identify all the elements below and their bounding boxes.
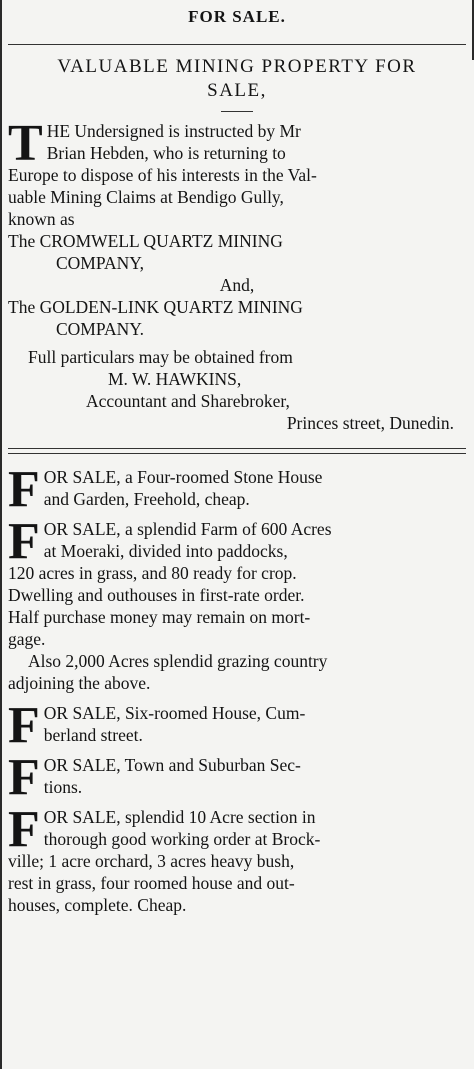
ad-stone-house (8, 461, 466, 518)
company-2 (8, 296, 466, 340)
agent-address: Princes street, Dunedin. (286, 413, 454, 433)
classified-ads (8, 461, 466, 916)
particulars (8, 346, 466, 434)
ad-dropcap: F (8, 749, 40, 806)
mining-property-notice (8, 55, 466, 434)
company-1-line-1: The CROMWELL QUARTZ MINING (8, 231, 283, 251)
ad-line: berland street. (43, 725, 143, 745)
ad-line: Half purchase money may remain on mort- (8, 607, 311, 627)
and-line: And, (219, 275, 255, 295)
ad-line: thorough good working order at Brock- (43, 829, 321, 849)
ad-line: at Moeraki, divided into paddocks, (43, 541, 288, 561)
agent-name: M. W. HAWKINS, (108, 369, 242, 389)
notice-body-line-1: HE Undersigned is instructed by Mr (46, 121, 301, 141)
section-divider (8, 448, 466, 454)
company-2-line-2: COMPANY. (56, 319, 145, 339)
company-1-line-2: COMPANY, (56, 253, 145, 273)
notice-title-line-2: SALE, (207, 80, 267, 101)
heading-rule (8, 44, 466, 45)
notice-body-line-3: Europe to dispose of his interests in the Val- (8, 165, 317, 185)
notice-title-line-1: VALUABLE MINING PROPERTY FOR (57, 56, 417, 77)
ad-line: and Garden, Freehold, cheap. (43, 489, 250, 509)
ad-line: OR SALE, a splendid Farm of 600 Acres (43, 519, 332, 539)
ad-line: OR SALE, splendid 10 Acre section in (43, 807, 316, 827)
ad-line: rest in grass, four roomed house and out- (8, 873, 295, 893)
column-border-left (0, 0, 2, 1069)
ad-dropcap: F (8, 461, 40, 518)
ad-line: 120 acres in grass, and 80 ready for crop. (8, 563, 297, 583)
ad-line: gage. (8, 629, 46, 649)
particulars-line: Full particulars may be obtained from (28, 347, 293, 367)
ad-line: OR SALE, a Four-roomed Stone House (43, 467, 323, 487)
notice-title (8, 55, 466, 103)
ad-dropcap: F (8, 697, 40, 754)
ad-town-sections (8, 749, 466, 806)
notice-body-line-4: uable Mining Claims at Bendigo Gully, (8, 187, 284, 207)
ad-line: adjoining the above. (8, 673, 151, 693)
title-divider (221, 111, 253, 112)
company-1 (8, 230, 466, 274)
notice-body (8, 115, 466, 230)
ad-line: Also 2,000 Acres splendid grazing country (28, 651, 328, 671)
ad-line: ville; 1 acre orchard, 3 acres heavy bush, (8, 851, 295, 871)
ad-dropcap: F (8, 513, 40, 570)
agent-title: Accountant and Sharebroker, (86, 391, 290, 411)
ad-line: Dwelling and outhouses in first-rate order. (8, 585, 305, 605)
notice-dropcap: T (8, 115, 43, 172)
ad-farm-moeraki (8, 513, 466, 694)
ad-brockville-section (8, 801, 466, 916)
section-heading: FOR SALE. (188, 7, 286, 26)
ad-line: houses, complete. Cheap. (8, 895, 187, 915)
ad-six-roomed-house (8, 697, 466, 754)
notice-body-line-2: Brian Hebden, who is returning to (46, 143, 286, 163)
ad-line: tions. (43, 777, 83, 797)
ad-line: OR SALE, Town and Suburban Sec- (43, 755, 301, 775)
notice-body-line-5: known as (8, 209, 75, 229)
ad-dropcap: F (8, 801, 40, 858)
company-2-line-1: The GOLDEN-LINK QUARTZ MINING (8, 297, 303, 317)
ad-line: OR SALE, Six-roomed House, Cum- (43, 703, 306, 723)
